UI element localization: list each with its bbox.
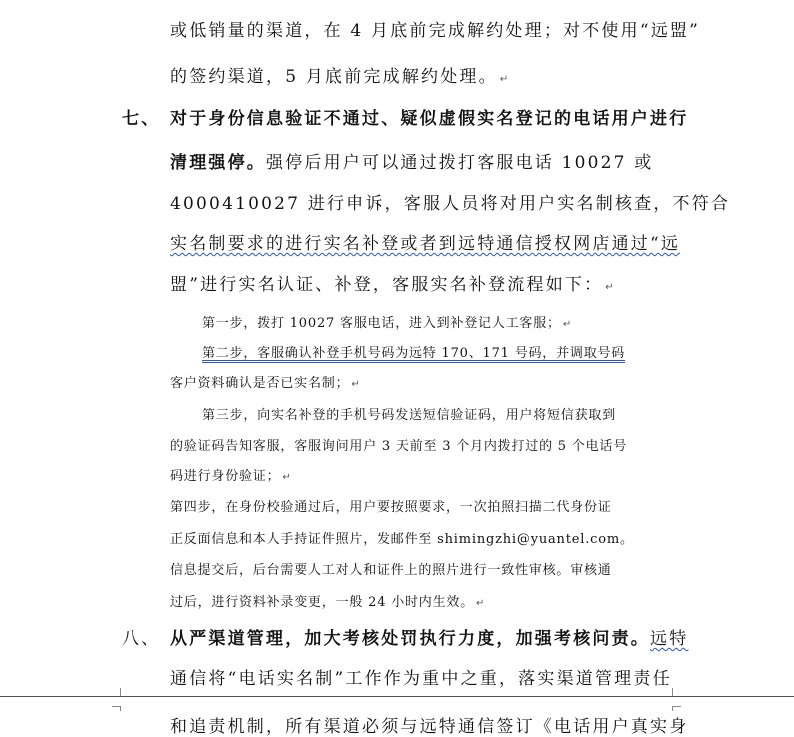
section-number (122, 624, 160, 649)
text: 第三步，向实名补登的手机号码发送短信验证码，用户将短信获取到 (202, 408, 617, 423)
step-line (170, 372, 361, 391)
page-corner-mark (672, 706, 681, 711)
text: 4000410027 进行申诉，客服人员将对用户实名制核查，不符合 (170, 194, 731, 214)
text: 对于身份信息验证不通过、疑似虚假实名登记的电话用户进行 (170, 109, 689, 129)
step-line (170, 496, 612, 515)
paragraph-mark-icon: ↵ (499, 74, 511, 85)
text-line (170, 664, 672, 689)
step-line (202, 342, 625, 361)
text: 实名制要求的进行实名补登或者到远特通信授权网店通过“远 (170, 234, 681, 254)
text: 强停后用户可以通过拨打客服电话 10027 或 (266, 153, 654, 173)
section-heading: 从严渠道管理，加大考核处罚执行力度，加强考核问责。 (170, 629, 650, 649)
text: 码进行身份验证； (170, 469, 281, 484)
text: 过后，进行资料补录变更，一般 24 小时内生效。 (170, 595, 475, 610)
text: 通信将“电话实名制”工作作为重中之重，落实渠道管理责任 (170, 669, 672, 689)
step-line (170, 435, 627, 454)
text-line (170, 16, 700, 41)
text: 的验证码告知客服，客服询问用户 3 天前至 3 个月内拨打过的 5 个电话号 (170, 439, 628, 454)
text-line (170, 62, 510, 87)
text-line (170, 229, 680, 254)
paragraph-mark-icon: ↵ (605, 282, 616, 293)
text: 第二步，客服确认补登手机号码为远特 170、171 号码，并调取号码 (202, 346, 626, 361)
text-line (170, 270, 616, 295)
text: 第四步，在身份校验通过后，用户要按照要求，一次拍照扫描二代身份证 (170, 500, 612, 515)
text: 七、 (122, 109, 161, 129)
page-corner-mark (112, 706, 121, 711)
text-line (170, 712, 688, 737)
step-line (202, 312, 572, 331)
text: 正反面信息和本人手持证件照片，发邮件至 shimingzhi@yuantel.com。 (170, 532, 634, 547)
text: 第一步，拨打 10027 客服电话，进入到补登记人工客服； (202, 316, 561, 331)
section-heading (170, 104, 688, 129)
text: 信息提交后，后台需要人工对人和证件上的照片进行一致性审核。审核通 (170, 563, 612, 578)
page-corner-mark (112, 688, 121, 696)
step-line (170, 528, 634, 547)
step-line (170, 465, 292, 484)
paragraph-mark-icon: ↵ (351, 379, 361, 390)
text: 盟”进行实名认证、补登，客服实名补登流程如下： (170, 275, 604, 295)
paragraph-mark-icon: ↵ (562, 319, 573, 330)
text: 八、 (122, 629, 161, 649)
paragraph-mark-icon: ↵ (476, 598, 486, 609)
text-line (170, 189, 730, 214)
text: 或低销量的渠道，在 4 月底前完成解约处理；对不使用“远盟” (170, 21, 701, 41)
text: 远特 (650, 629, 689, 649)
text: 和追责机制，所有渠道必须与远特通信签订《电话用户真实身 (170, 717, 689, 737)
step-line (202, 404, 616, 423)
page-corner-mark (672, 688, 681, 696)
step-line (170, 591, 485, 610)
section-number (122, 104, 160, 129)
text-line (170, 624, 688, 649)
page-break-divider (0, 696, 794, 697)
text: 的签约渠道，5 月底前完成解约处理。 (170, 67, 498, 87)
text-line (170, 148, 654, 173)
paragraph-mark-icon: ↵ (282, 472, 292, 483)
text: 客户资料确认是否已实名制； (170, 376, 350, 391)
section-heading-tail: 清理强停。 (170, 153, 266, 173)
step-line (170, 559, 612, 578)
